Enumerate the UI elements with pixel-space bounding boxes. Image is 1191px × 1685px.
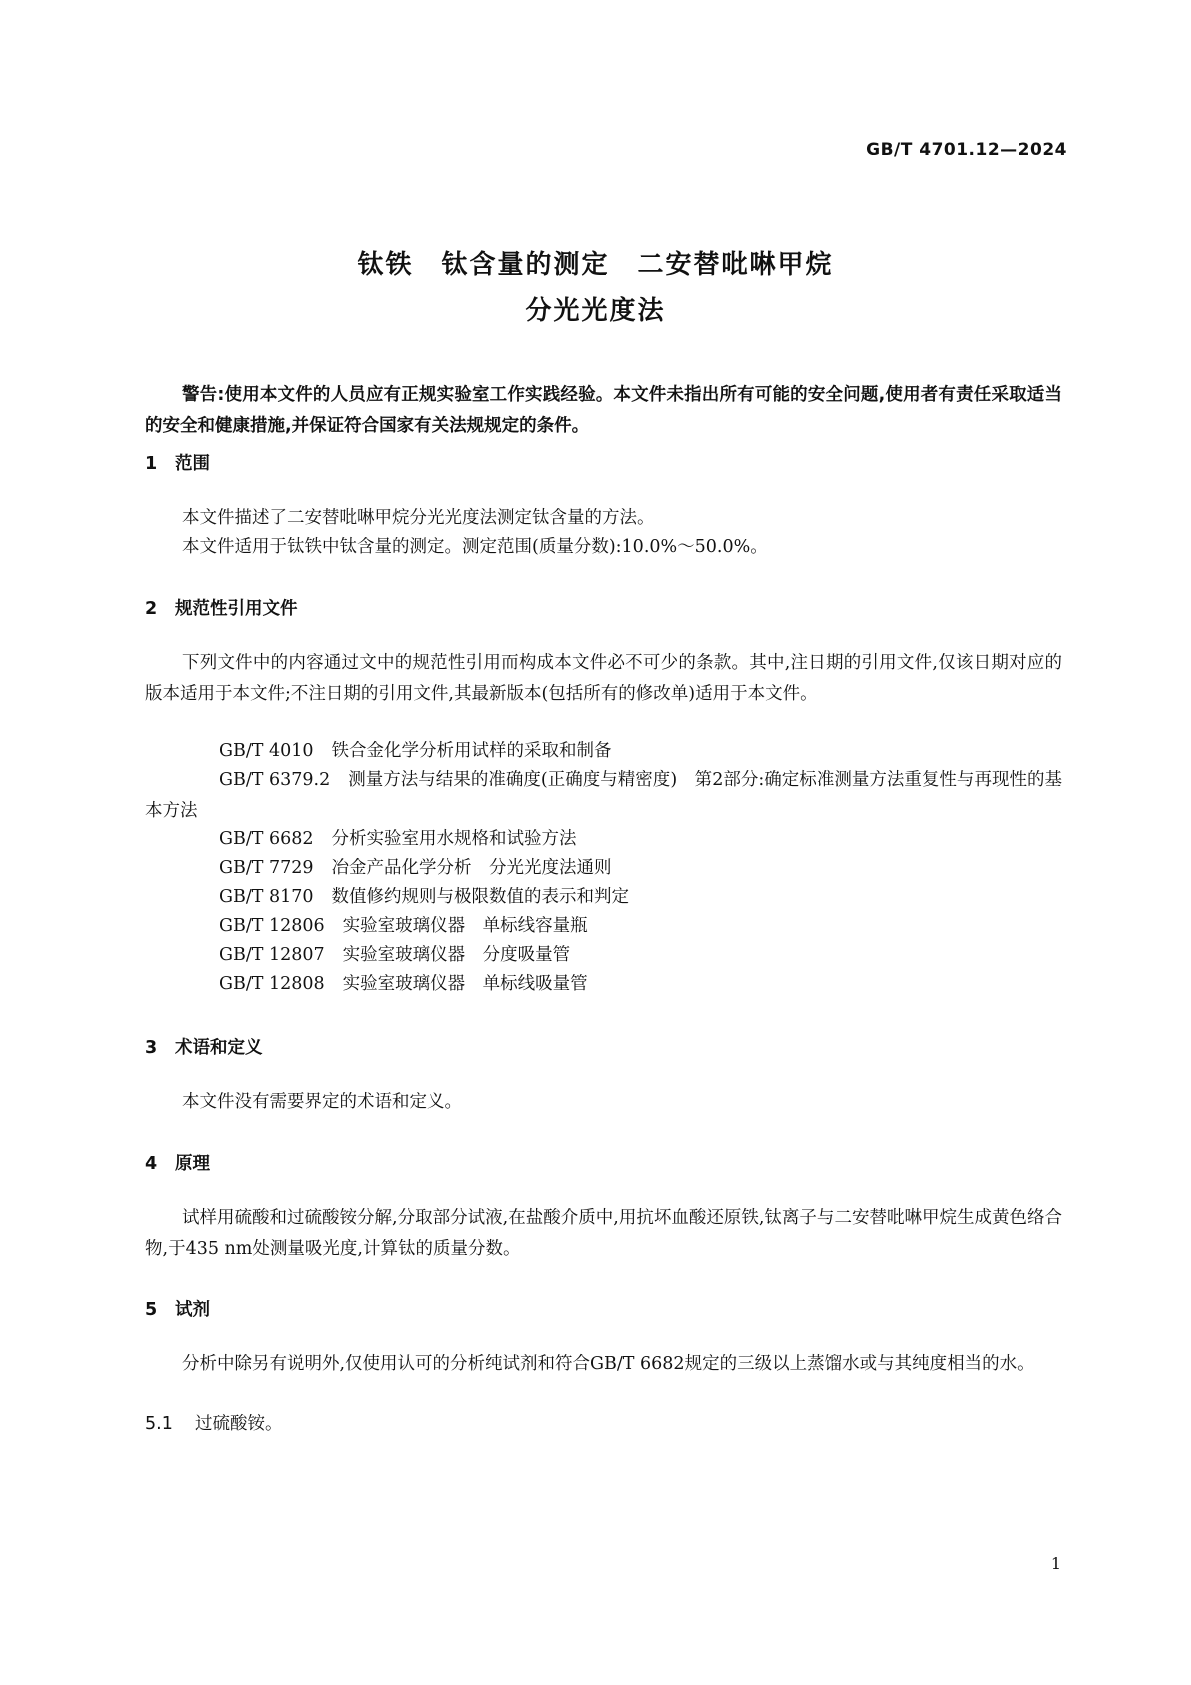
reference-item — [145, 824, 1062, 855]
reference-item — [145, 765, 1062, 827]
reference-code: GB/T 12808 — [219, 974, 325, 994]
reference-code: GB/T 7729 — [219, 858, 314, 878]
reference-code: GB/T 4010 — [219, 741, 314, 761]
document-title-line-2: 分光光度法 — [525, 296, 666, 326]
section-title: 规范性引用文件 — [175, 599, 298, 619]
section-title: 原理 — [175, 1154, 210, 1174]
reference-code: GB/T 6379.2 — [219, 770, 331, 790]
reference-item — [145, 882, 1062, 913]
paragraph: 本文件描述了二安替吡啉甲烷分光光度法测定钛含量的方法。 — [182, 508, 655, 528]
paragraph: 本文件没有需要界定的术语和定义。 — [182, 1092, 462, 1112]
page-number: 1 — [1050, 1554, 1061, 1573]
reagent-item — [145, 1410, 283, 1435]
section-number: 4 — [145, 1154, 158, 1174]
section-heading-principle — [145, 1150, 210, 1175]
section-title: 范围 — [175, 454, 210, 474]
reference-code: GB/T 6682 — [219, 829, 314, 849]
reference-item — [145, 736, 1062, 767]
section-heading-normative-references — [145, 595, 298, 620]
section-heading-scope — [145, 450, 210, 475]
section-number: 2 — [145, 599, 158, 619]
section-number: 1 — [145, 454, 158, 474]
reference-title: 数值修约规则与极限数值的表示和判定 — [331, 887, 630, 907]
section-number: 5 — [145, 1300, 158, 1320]
section-title: 术语和定义 — [175, 1038, 263, 1058]
section-heading-terms — [145, 1034, 263, 1059]
standard-code: GB/T 4701.12—2024 — [866, 140, 1067, 160]
paragraph: 下列文件中的内容通过文中的规范性引用而构成本文件必不可少的条款。其中,注日期的引用文件,仅该日期对应的版本适用于本文件;不注日期的引用文件,其最新版本(包括所有的修改单)适用于本文件。 — [145, 653, 1062, 704]
paragraph: 试样用硫酸和过硫酸铵分解,分取部分试液,在盐酸介质中,用抗坏血酸还原铁,钛离子与二安替吡啉甲烷生成黄色络合物,于435 nm处测量吸光度,计算钛的质量分数。 — [145, 1208, 1062, 1259]
reference-title: 实验室玻璃仪器 分度吸量管 — [342, 945, 571, 965]
item-number: 5.1 — [145, 1414, 173, 1434]
reference-item — [145, 853, 1062, 884]
reference-title: 铁合金化学分析用试样的采取和制备 — [331, 741, 612, 761]
reference-code: GB/T 8170 — [219, 887, 314, 907]
reference-title: 分析实验室用水规格和试验方法 — [331, 829, 577, 849]
paragraph: 分析中除另有说明外,仅使用认可的分析纯试剂和符合GB/T 6682规定的三级以上蒸馏水或与其纯度相当的水。 — [182, 1354, 1035, 1374]
reference-item — [145, 940, 1062, 971]
paragraph: 本文件适用于钛铁中钛含量的测定。测定范围(质量分数):10.0%～50.0%。 — [182, 537, 768, 557]
reference-title: 实验室玻璃仪器 单标线吸量管 — [342, 974, 588, 994]
document-title-line-1: 钛铁 钛含量的测定 二安替吡啉甲烷 — [357, 250, 834, 280]
section-heading-reagents — [145, 1296, 210, 1321]
section-title: 试剂 — [175, 1300, 210, 1320]
item-text: 过硫酸铵。 — [195, 1414, 283, 1434]
reference-item — [145, 911, 1062, 942]
reference-title: 冶金产品化学分析 分光光度法通则 — [331, 858, 612, 878]
reference-title: 测量方法与结果的准确度(正确度与精密度) 第2部分:确定标准测量方法重复性与再现性的基本方法 — [145, 770, 1062, 821]
reference-item — [145, 969, 1062, 1000]
section-number: 3 — [145, 1038, 158, 1058]
reference-code: GB/T 12806 — [219, 916, 325, 936]
reference-code: GB/T 12807 — [219, 945, 325, 965]
reference-title: 实验室玻璃仪器 单标线容量瓶 — [342, 916, 588, 936]
safety-warning: 警告:使用本文件的人员应有正规实验室工作实践经验。本文件未指出所有可能的安全问题,使用者有责任采取适当的安全和健康措施,并保证符合国家有关法规规定的条件。 — [145, 385, 1062, 436]
